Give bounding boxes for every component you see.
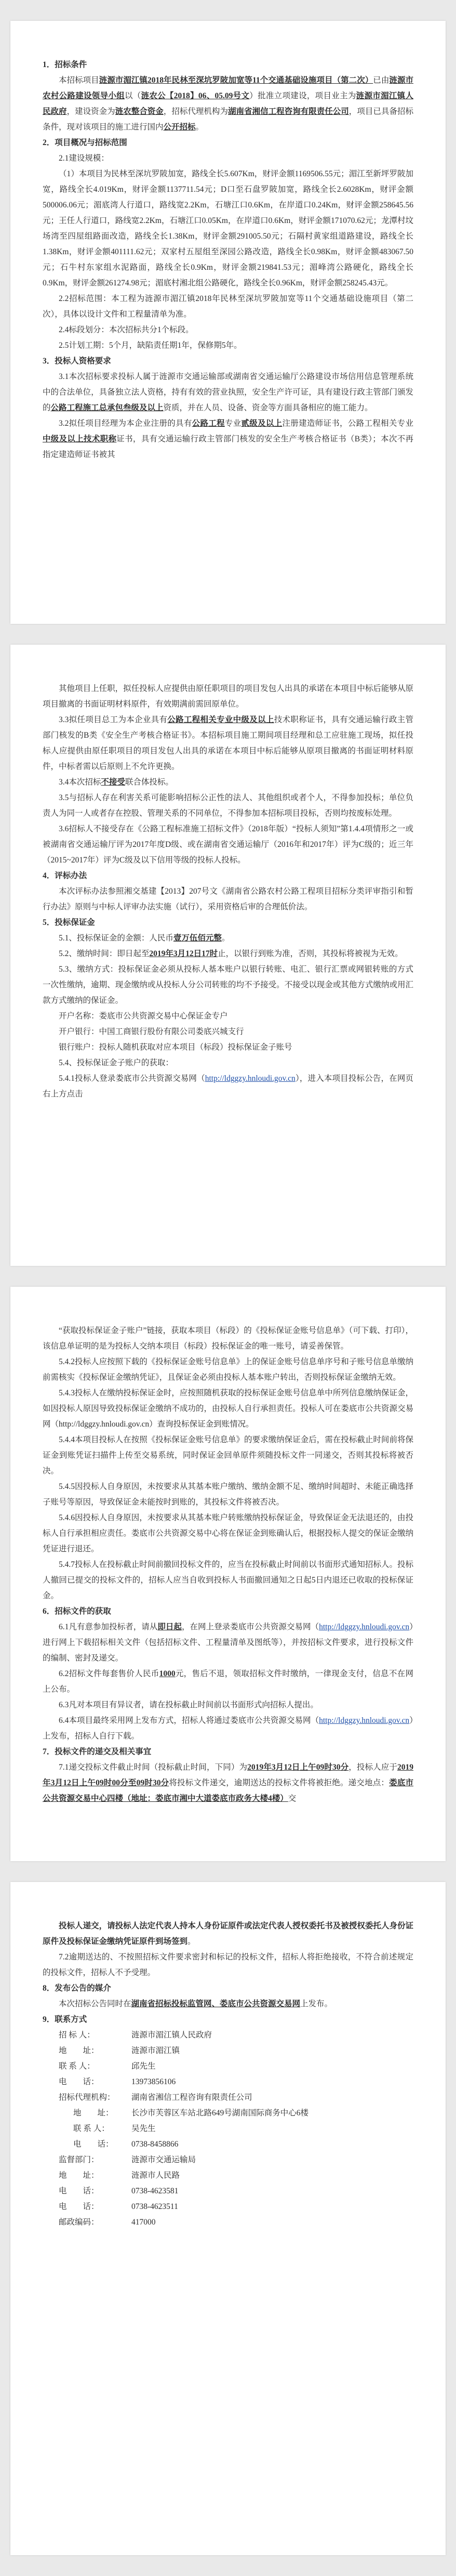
section-4-body: 本次评标办法参照湘交基建【2013】207号文《湖南省公路农村公路工程项目招标分类评审指引和暂行办法》原则与中标人评审办法实施（试行），采用资格后审的合理低价法。 [43,887,413,911]
section-5-4-1-cont: “获取投标保证金子账户”链接，获取本项目（标段）的《投标保证金账号信息单》（可下载、打印），该信息单证明的是为投标人交纳本项目（标段）投标保证金的唯一账号，请妥善保管。 [43,1326,413,1351]
section-5-4-1: 5.4.1投标人登录娄底市公共资源交易网（http://ldggzy.hnloudi.gov.cn），进入本项目投标公告，在网页右上方点击 [43,1074,413,1099]
section-2-3: 2.4标段划分：本次招标共分1个标段。 [59,325,194,334]
contact-row: 联 系 人： 邱先生 [59,2062,156,2071]
section-5-4-2: 5.4.2投标人应按照下载的《投标保证金账号信息单》上的保证金账号信息单序号和子账号信息单缴纳前需核实《投标保证金缴纳凭证》，且保证金必须由投标人基本账户转出，否则投标保证金缴纳无效。 [43,1357,413,1382]
section-5-3: 5.3、缴纳方式：投标保证金必须从投标人基本账户以银行转账、电汇、银行汇票或网银转账的方式一次性缴纳，逾期、现金缴纳或从投标人分公司转账的均不予接受。不接受以现金或其他方式缴纳或用汇款方式缴纳的保证金。 [43,965,413,1005]
section-3-4: 3.4本次招标不接受联合体投标。 [59,778,173,787]
project-name: 涟源市湄江镇2018年民林至深坑罗陂加宽等11个交通基础设施项目（第二次） [99,76,373,85]
section-5-title: 5．投标保证金 [43,918,95,927]
section-6-4: 6.4本项目最终采用网上发布方式，招标人将通过娄底市公共资源交易网（http://ldggzy.hnloudi.gov.cn）上发布，招标人自行下载。 [43,1716,413,1741]
section-6-1: 6.1凡有意参加投标者，请从即日起，在网上登录娄底市公共资源交易网（http://ldggzy.hnloudi.gov.cn）进行网上下载招标相关文件（包括招标文件、工程量清单及图纸等），并按招标文件要求，进行投标文件的编制、密封及递交。 [43,1623,413,1663]
section-7-1: 7.1递交投标文件截止时间（投标截止时间，下同）为2019年3月12日上午09时30分，投标人应于2019年3月12日上午09时00分至09时30分将投标文件递交，逾期送达的投标文件将被拒绝。递交地点：娄底市公共资源交易中心四楼（地址：娄底市湘中大道娄底市政务大楼4楼）交 [43,1763,413,1803]
publish-link[interactable]: http://ldggzy.hnloudi.gov.cn [319,1716,410,1725]
contact-row: 地 址： 涟源市人民路 [59,2171,180,2180]
account-bank: 开户银行：中国工商银行股份有限公司娄底兴城支行 [59,1027,244,1036]
contact-row: 电 话： 13973856106 [59,2077,176,2086]
section-3-title: 3．投标人资格要求 [43,357,111,365]
section-3-6: 3.6招标人不接受存在《公路工程标准施工招标文件》（2018年版）“投标人须知”第1.4.4项情形之一或被湖南省交通运输厅评为2017年度D级、或在湖南省交通运输厅（2016年和2017年）评为C级的；近三年（2015~2017年）评为C级及以下信用等级的投标人投标。 [43,825,413,865]
contact-row: 招 标 人： 涟源市湄江镇人民政府 [59,2031,212,2039]
section-6-2: 6.2招标文件每套售价人民币1000元，售后不退，领取招标文件时缴纳，一律现金支付，信息不在网上公布。 [43,1669,413,1694]
account-number: 银行账户：投标人随机获取对应本项目（标段）投标保证金子账号 [59,1043,292,1052]
bid-deadline: 2019年3月12日上午09时30分 [247,1763,349,1772]
section-8-title: 8．发布公告的媒介 [43,1984,111,1993]
section-1-title: 1．招标条件 [43,60,87,69]
contact-row: 监督部门： 涟源市交通运输局 [59,2155,196,2164]
section-5-4-3: 5.4.3投标人在缴纳投标保证金时，应按照随机获取的投标保证金账号信息单中所列信息缴纳保证金，如因投标人原因导致投标保证金缴纳不成功的，由投标人自行承担责任。投标人可在娄底市公共资源交易网（http://ldggzy.hnloudi.gov.cn）查询投标保证金到账情况。 [43,1389,413,1429]
section-2-1-body: （1）本项目为民林至深坑罗陂加宽，路线全长5.607Km，财评金额1169506.55元；湄江至新坪罗陂加宽，路线全长4.019Km，财评金额1137711.54元；D口至石盘罗陂加宽，路线全长2.6028Km，财评金额500006.06元；湄底湾人行道口，路线宽2.2Km，石塘江口0.6Km，在岸道口0.24Km，财评金额258645.56元；王任人行道口，路线宽2.2Km，石塘江口0.05Km，在岸道口0.6Km，财评金额171070.62元；龙潭村坟场湾至四屋组路面改造，路线全长1.38Km，财评金额291005.50元；石隔村黄家组道路建设，路线全长1.38Km，财评金额401111.62元；双家村五屋组至深园公路改造，路线全长0.98Km，财评金额483067.50元；石牛村东家组水泥路面，路线全长0.9Km，财评金额219841.53元；湄峰湾公路硬化，路线全长0.9Km，财评金额261274.98元；湄底村湘北组公路硬化，路线全长0.96Km，财评金额258245.43元。 [43,169,413,287]
download-link[interactable]: http://ldggzy.hnloudi.gov.cn [319,1623,410,1631]
contact-row: 电 话： 0738-4623581 [59,2187,179,2195]
section-5-4-7: 5.4.7投标人在投标截止时间前撤回投标文件的，应当在投标截止时间前以书面形式通知招标人。投标人撤回已提交的投标文件的，招标人应当自收到投标人书面撤回通知之日起5日内退还已收取的投标保证金。 [43,1560,413,1600]
section-3-3: 3.3拟任项目总工为本企业具有公路工程相关专业中级及以上技术职称证书，具有交通运输行政主管部门核发的B类《安全生产考核合格证书》。本招标项目施工期间项目经理和总工应驻施工现场，拟任投标人应提供由原任职项目的项目发包人出具的承诺在本项目中标后能够从原项目撤离的书面证明材料原件，中标者需以后原则上不允许更换。 [43,715,413,771]
section-3-2-cont: 其他项目上任职，拟任投标人应提供由原任职项目的项目发包人出具的承诺在本项目中标后能够从原项目撤离的书面证明材料原件，有效期满前需回原单位。 [43,684,413,709]
trade-site-link[interactable]: http://ldggzy.hnloudi.gov.cn [205,1074,296,1083]
deposit-amount: 壹万伍佰元整 [173,934,222,943]
contact-row: 邮政编码： 417000 [59,2218,156,2227]
section-6-title: 6．招标文件的获取 [43,1607,111,1616]
document-page-3 [10,1287,446,1861]
section-5-4-5: 5.4.5因投标人自身原因，未按要求从其基本账户缴纳、缴纳金额不足、缴纳时间超时、未能正确选择子账号等原因，导致保证金未能按时到账的，其投标文件将被否决。 [43,1482,413,1507]
contact-row: 联 系 人： 吴先生 [73,2124,156,2133]
approver: 涟源市农村公路建设领导小组 [43,76,413,100]
deposit-deadline: 2019年3月12日17时 [149,949,218,958]
section-3-2: 3.2拟任项目经理为本企业注册的具有公路工程专业贰级及以上注册建造师证书，公路工程相关专业中级及以上技术职称证书，具有交通运输行政主管部门核发的安全生产考核合格证书（B类）；本次不再指定建造师证书被其 [43,419,413,459]
section-5-1: 5.1、投标保证金的金额：人民币壹万伍佰元整。 [59,934,230,943]
tender-agent: 湖南省湘信工程咨询有限责任公司 [227,107,349,116]
section-2-4: 2.5计划工期：5个月，缺陷责任期1年，保修期5年。 [59,341,242,350]
section-5-2: 5.2、缴纳时间：即日起至2019年3月12日17时止，以银行到账为准，否则，其投标将被视为无效。 [59,949,403,958]
section-3-1: 3.1本次招标要求投标人属于涟源市交通运输部或湖南省交通运输厅公路建设市场信用信息管理系统中的合法单位，具备独立法人资格，持有有效的营业执照，安全生产许可证，具有建设行政主管部门颁发的公路工程施工总承包叁级及以上资质，并在人员、设备、资金等方面具备相应的施工能力。 [43,372,413,412]
section-1-body: 本招标项目涟源市湄江镇2018年民林至深坑罗陂加宽等11个交通基础设施项目（第二次）已由涟源市农村公路建设领导小组以（涟农公【2018】06、05.09号文）批准立项建设，项目业主为涟源市湄江镇人民政府，建设资金为涟农整合资金，招标代理机构为湖南省湘信工程咨询有限责任公司，项目已具备招标条件，现对该项目的施工进行国内公开招标。 [43,76,413,132]
section-2-1: 2.1建设规模： [59,154,109,163]
section-7-1-cont: 投标人递交，请投标人法定代表人持本人身份证原件或法定代表人授权委托书及被授权委托人身份证原件及投标保证金缴纳凭证原件到场签到。 [43,1921,413,1946]
project-owner: 涟源市湄江镇人民政府 [43,91,413,116]
section-5-4: 5.4、投标保证金子账户的获取： [59,1058,173,1067]
section-9-title: 9．联系方式 [43,2015,87,2024]
section-8-body: 本次招标公告同时在湖南省招标投标监管网、娄底市公共资源交易网上发布。 [59,1999,333,2008]
contact-row: 地 址： 涟源市湄江镇 [59,2046,180,2055]
tender-mode: 公开招标 [163,123,196,132]
approval-doc: 涟农公【2018】06、05.09号文 [141,91,250,100]
section-4-title: 4．评标办法 [43,871,87,880]
contact-row: 地 址： 长沙市芙蓉区车站北路649号湖南国际商务中心6楼 [73,2109,309,2117]
document-page-1 [10,21,446,624]
section-5-4-6: 5.4.6因投标人自身原因，未按要求从其基本账户转账缴纳投标保证金，导致保证金无法退还的，由投标人自行承担相应责任。娄底市公共资源交易中心将在保证金到账确认后，根据投标人提交的保证金缴纳凭证进行退还。 [43,1513,413,1553]
bid-location: 娄底市公共资源交易中心四楼（地址：娄底市湘中大道娄底市政务大楼4楼） [43,1779,413,1803]
document-page-2 [10,645,446,1266]
account-name: 开户名称：娄底市公共资源交易中心保证金专户 [59,1012,228,1021]
section-7-title: 7．投标文件的递交及相关事宜 [43,1747,152,1756]
contact-row: 招标代理机构： 湖南省湘信工程咨询有限责任公司 [59,2093,252,2102]
section-3-5: 3.5与招标人存在利害关系可能影响招标公正性的法人、其他组织或者个人，不得参加投标；单位负责人为同一人或者存在控股、管理关系的不同单位，不得参加本招标项目投标，否则均按废标处理。 [43,793,413,818]
document-page-4 [10,1882,446,2555]
section-2-2: 2.2招标范围：本工程为涟源市湄江镇2018年民林至深坑罗陂加宽等11个交通基础设施项目（第二次），具体以设计文件和工程量清单为准。 [43,294,413,319]
section-7-2: 7.2逾期送达的、不按照招标文件要求密封和标记的投标文件，招标人将拒绝接收，不符合前述规定的投标文件，招标人不予受理。 [43,1953,413,1977]
contact-row: 电 话： 0738-8458866 [73,2140,179,2149]
contact-row: 电 话： 0738-4623511 [59,2202,178,2211]
fund-source: 涟农整合资金 [115,107,164,116]
section-5-4-4: 5.4.4本项目投标人在按照《投标保证金账号信息单》的要求缴纳保证金后，需在投标截止时间前将保证金到账凭证扫描件上传至交易系统，同时保证金回单原件须随投标文件一同递交，否则其投标将被否决。 [43,1435,413,1475]
section-6-3: 6.3凡对本项目有异议者，请在投标截止时间前以书面形式向招标人提出。 [59,1701,318,1709]
section-2-title: 2．项目概况与招标范围 [43,138,127,147]
